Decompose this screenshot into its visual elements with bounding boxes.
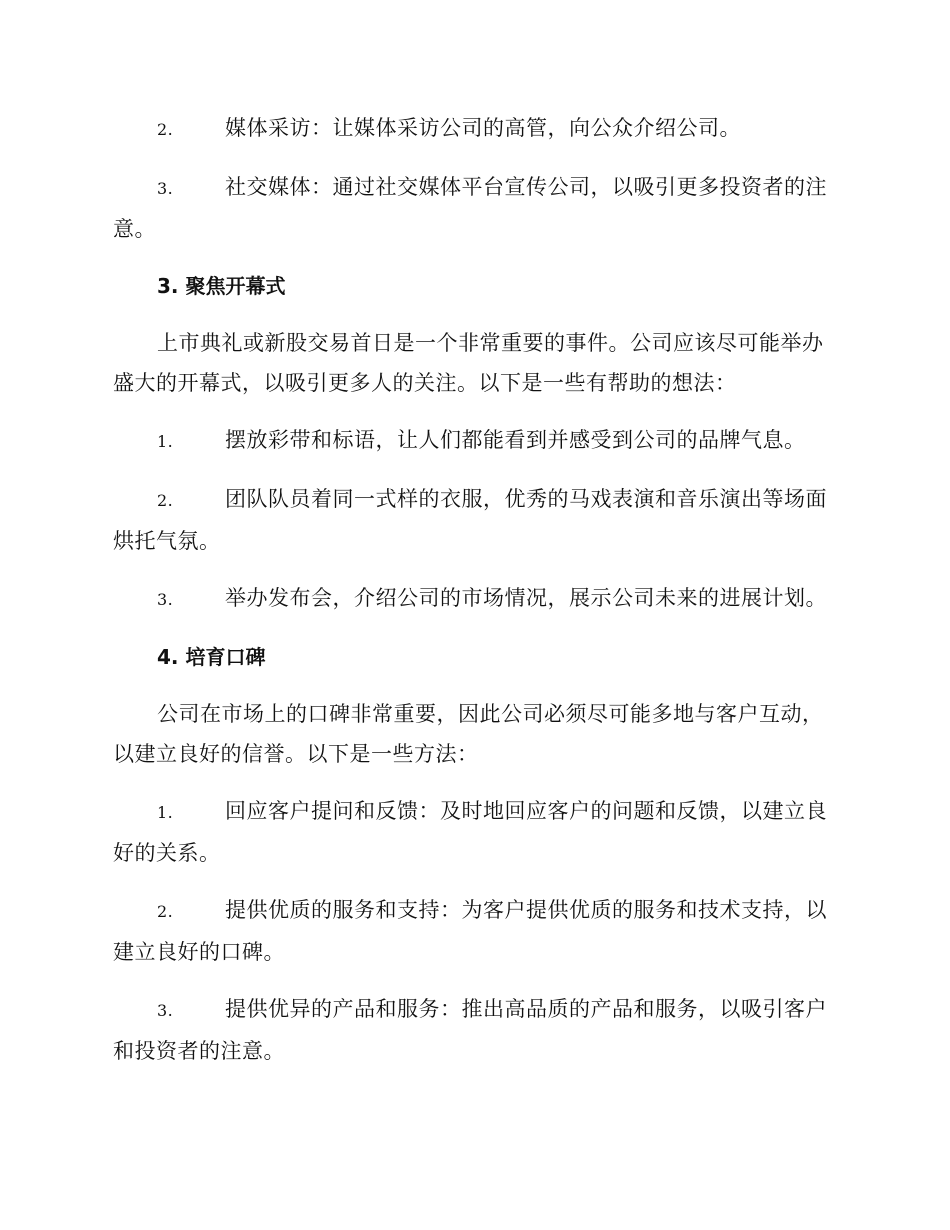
paragraph-opening-intro: 上市典礼或新股交易首日是一个非常重要的事件。公司应该尽可能举办盛大的开幕式，以吸引更多人的关注。以下是一些有帮助的想法： [113,331,824,395]
list-text: 提供优异的产品和服务：推出高品质的产品和服务，以吸引客户和投资者的注意。 [113,997,827,1063]
list-number: 3. [157,590,174,609]
list-item [113,479,833,561]
section-heading-reputation: 4. 培育口碑 [157,645,266,669]
list-text: 提供优质的服务和支持：为客户提供优质的服务和技术支持，以建立良好的口碑。 [113,898,827,964]
list-number: 1. [157,432,174,451]
list-text: 摆放彩带和标语，让人们都能看到并感受到公司的品牌气息。 [225,428,806,452]
list-number: 2. [157,491,174,510]
section-heading-opening: 3. 聚焦开幕式 [157,274,286,298]
list-item [113,167,833,249]
list-item [113,578,833,620]
list-number: 1. [157,803,174,822]
paragraph-reputation-intro: 公司在市场上的口碑非常重要，因此公司必须尽可能多地与客户互动，以建立良好的信誉。以下是一些方法： [113,702,824,766]
list-text: 媒体采访：让媒体采访公司的高管，向公众介绍公司。 [225,116,741,140]
list-text: 举办发布会，介绍公司的市场情况，展示公司未来的进展计划。 [225,586,827,610]
list-number: 2. [157,120,174,139]
list-item [113,989,833,1071]
list-text: 团队队员着同一式样的衣服，优秀的马戏表演和音乐演出等场面烘托气氛。 [113,487,827,553]
document-body [113,108,833,1088]
list-text: 回应客户提问和反馈：及时地回应客户的问题和反馈，以建立良好的关系。 [113,799,827,865]
list-item [113,420,833,462]
list-number: 3. [157,179,174,198]
list-text: 社交媒体：通过社交媒体平台宣传公司，以吸引更多投资者的注意。 [113,175,827,241]
list-item [113,791,833,873]
list-item [113,890,833,972]
list-number: 2. [157,902,174,921]
list-item [113,108,833,150]
list-number: 3. [157,1001,174,1020]
